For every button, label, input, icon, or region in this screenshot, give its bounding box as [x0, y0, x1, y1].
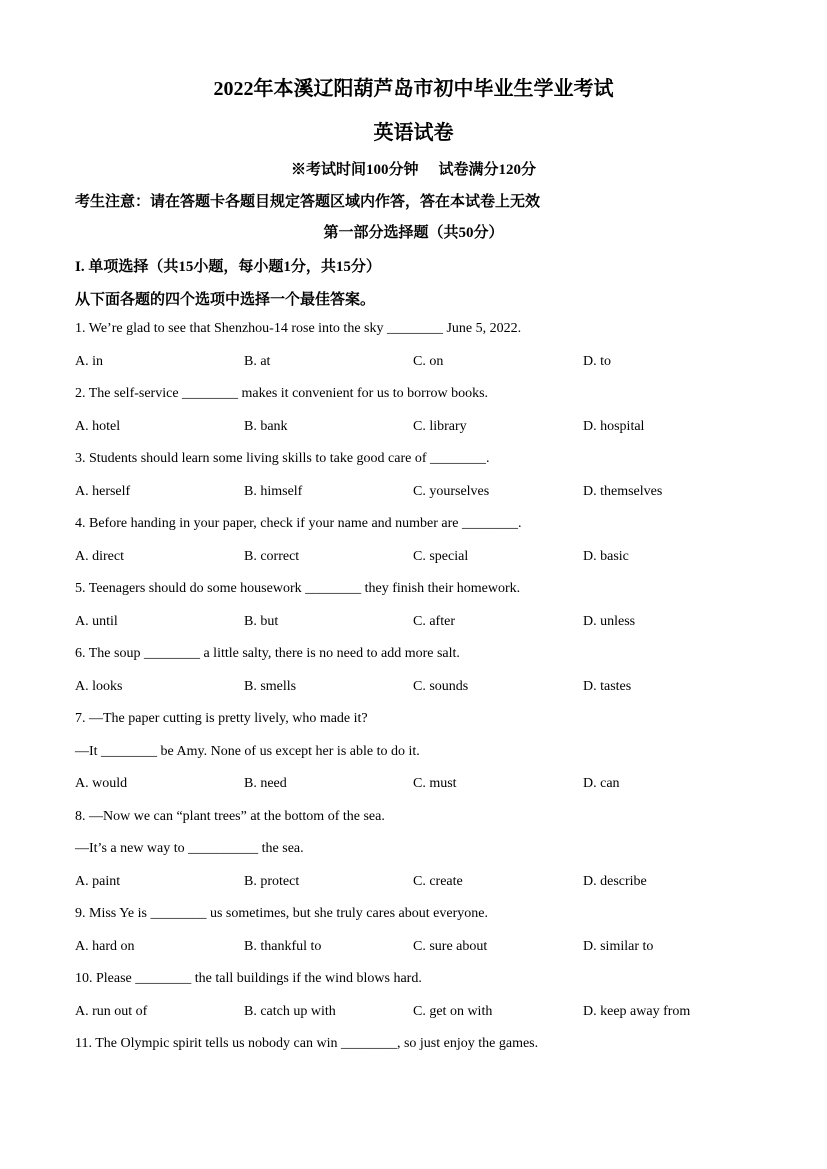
answer-option: D. tastes [583, 678, 632, 694]
question-stem: 5. Teenagers should do some housework ________ they finish their homework. [75, 581, 521, 596]
question-stem: 7. —The paper cutting is pretty lively, who made it? [75, 711, 368, 726]
question-stem: 8. —Now we can “plant trees” at the bottom of the sea. [75, 808, 385, 824]
answer-option: C. after [413, 613, 455, 629]
answer-option: D. themselves [583, 483, 663, 499]
answer-option: A. direct [75, 548, 124, 564]
exam-score: 试卷满分120分 [438, 162, 537, 178]
answer-option: D. unless [583, 613, 636, 629]
answer-option: C. sure about [413, 938, 488, 954]
question-stem: 10. Please ________ the tall buildings if the wind blows hard. [75, 971, 422, 986]
part-title: 第一部分选择题（共50分） [323, 225, 504, 241]
answer-option: C. special [413, 548, 469, 564]
answer-option: A. paint [75, 873, 121, 889]
exam-title: 2022年本溪辽阳葫芦岛市初中毕业生学业考试 [213, 78, 614, 100]
answer-option: D. to [583, 353, 611, 369]
answer-option: D. can [583, 776, 620, 791]
question-stem: 3. Students should learn some living skills to take good care of ________. [75, 451, 490, 466]
answer-option: C. sounds [413, 678, 469, 694]
answer-option: A. until [75, 613, 118, 629]
answer-option: B. correct [244, 548, 300, 564]
answer-option: A. herself [75, 483, 131, 499]
candidate-notice: 考生注意：请在答题卡各题目规定答题区域内作答，答在本试卷上无效 [75, 194, 541, 210]
answer-option: D. basic [583, 548, 629, 564]
answer-option: C. get on with [413, 1003, 493, 1019]
answer-option: B. thankful to [244, 938, 322, 954]
answer-option: D. describe [583, 873, 647, 889]
answer-option: B. at [244, 353, 271, 369]
exam-time: ※考试时间100分钟 [290, 162, 419, 178]
answer-option: D. similar to [583, 938, 654, 954]
answer-option: B. protect [244, 873, 300, 889]
answer-option: A. hard on [75, 938, 135, 954]
answer-option: C. create [413, 873, 463, 889]
answer-option: A. in [75, 353, 103, 369]
answer-option: A. would [75, 776, 128, 791]
answer-option: C. library [413, 418, 467, 434]
answer-option: B. catch up with [244, 1003, 336, 1019]
answer-option: B. bank [244, 418, 288, 434]
answer-option: A. run out of [75, 1003, 148, 1019]
answer-option: D. hospital [583, 418, 645, 434]
answer-option: B. himself [244, 483, 303, 499]
section-instruction: 从下面各题的四个选项中选择一个最佳答案。 [75, 292, 376, 308]
question-stem: 6. The soup ________ a little salty, there is no need to add more salt. [75, 646, 460, 661]
question-stem: 4. Before handing in your paper, check if your name and number are ________. [75, 516, 522, 531]
answer-option: C. yourselves [413, 483, 490, 499]
question-stem: —It’s a new way to __________ the sea. [75, 841, 304, 856]
question-stem: 11. The Olympic spirit tells us nobody can win ________, so just enjoy the games. [75, 1036, 539, 1051]
answer-option: A. looks [75, 678, 123, 694]
exam-subtitle: 英语试卷 [373, 122, 454, 144]
question-stem: —It ________ be Amy. None of us except her is able to do it. [75, 743, 420, 759]
answer-option: D. keep away from [583, 1003, 691, 1019]
section-heading: I. 单项选择（共15小题，每小题1分，共15分） [75, 259, 381, 275]
answer-option: B. but [244, 613, 279, 629]
answer-option: B. need [244, 776, 287, 791]
question-stem: 9. Miss Ye is ________ us sometimes, but she truly cares about everyone. [75, 906, 488, 921]
exam-time-score [0, 158, 827, 179]
question-stem: 1. We’re glad to see that Shenzhou-14 rose into the sky ________ June 5, 2022. [75, 321, 522, 336]
answer-option: B. smells [244, 678, 297, 694]
question-stem: 2. The self-service ________ makes it convenient for us to borrow books. [75, 386, 489, 401]
answer-option: C. must [413, 776, 457, 791]
answer-option: A. hotel [75, 418, 121, 434]
answer-option: C. on [413, 353, 444, 369]
